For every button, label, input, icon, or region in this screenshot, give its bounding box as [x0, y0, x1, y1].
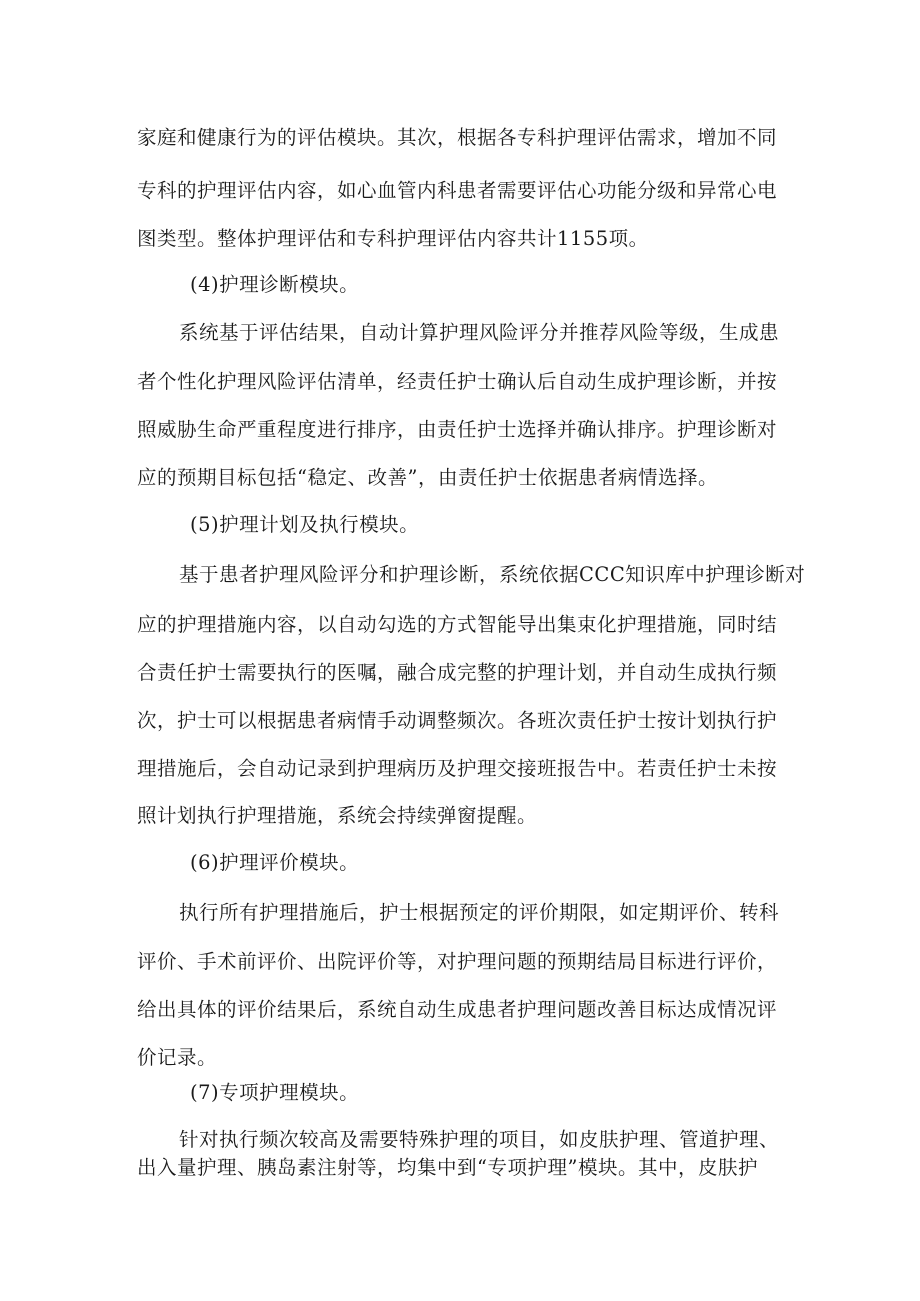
- paragraph-line: 应的预期目标包括“稳定、改善”，由责任护士依据患者病情选择。: [137, 466, 718, 489]
- section-heading-6: (6)护理评价模块。: [190, 851, 360, 874]
- paragraph-line: 家庭和健康行为的评估模块。其次，根据各专科护理评估需求，增加不同: [137, 126, 778, 149]
- paragraph-line: 次，护士可以根据患者病情手动调整频次。各班次责任护士按计划执行护: [137, 709, 778, 732]
- paragraph-line: 评价、手术前评价、出院评价等，对护理问题的预期结局目标进行评价，: [137, 950, 778, 973]
- paragraph-line: 针对执行频次较高及需要特殊护理的项目，如皮肤护理、管道护理、: [179, 1128, 780, 1151]
- paragraph-line: 给出具体的评价结果后，系统自动生成患者护理问题改善目标达成情况评: [137, 998, 778, 1021]
- paragraph-line: 照计划执行护理措施，系统会持续弹窗提醒。: [137, 804, 538, 827]
- paragraph-line: 合责任护士需要执行的医嘱，融合成完整的护理计划，并自动生成执行频: [137, 661, 778, 684]
- paragraph-line: 者个性化护理风险评估清单，经责任护士确认后自动生成护理诊断，并按: [137, 370, 778, 393]
- paragraph-line: 执行所有护理措施后，护士根据预定的评价期限，如定期评价、转科: [179, 901, 780, 924]
- paragraph-line: 价记录。: [137, 1046, 218, 1069]
- section-heading-5: (5)护理计划及执行模块。: [190, 513, 420, 536]
- section-heading-7: (7)专项护理模块。: [190, 1081, 360, 1104]
- paragraph-line: 图类型。整体护理评估和专科护理评估内容共计1155项。: [137, 227, 649, 250]
- paragraph-line: 出入量护理、胰岛素注射等，均集中到“专项护理”模块。其中，皮肤护: [137, 1156, 758, 1179]
- paragraph-line: 照威胁生命严重程度进行排序，由责任护士选择并确认排序。护理诊断对: [137, 418, 778, 441]
- paragraph-line: 基于患者护理风险评分和护理诊断，系统依据CCC知识库中护理诊断对: [179, 563, 806, 586]
- paragraph-line: 应的护理措施内容，以自动勾选的方式智能导出集束化护理措施，同时结: [137, 613, 778, 636]
- paragraph-line: 理措施后，会自动记录到护理病历及护理交接班报告中。若责任护士未按: [137, 757, 778, 780]
- paragraph-line: 专科的护理评估内容，如心血管内科患者需要评估心功能分级和异常心电: [137, 179, 778, 202]
- paragraph-line: 系统基于评估结果，自动计算护理风险评分并推荐风险等级，生成患: [179, 321, 780, 344]
- section-heading-4: (4)护理诊断模块。: [190, 273, 360, 296]
